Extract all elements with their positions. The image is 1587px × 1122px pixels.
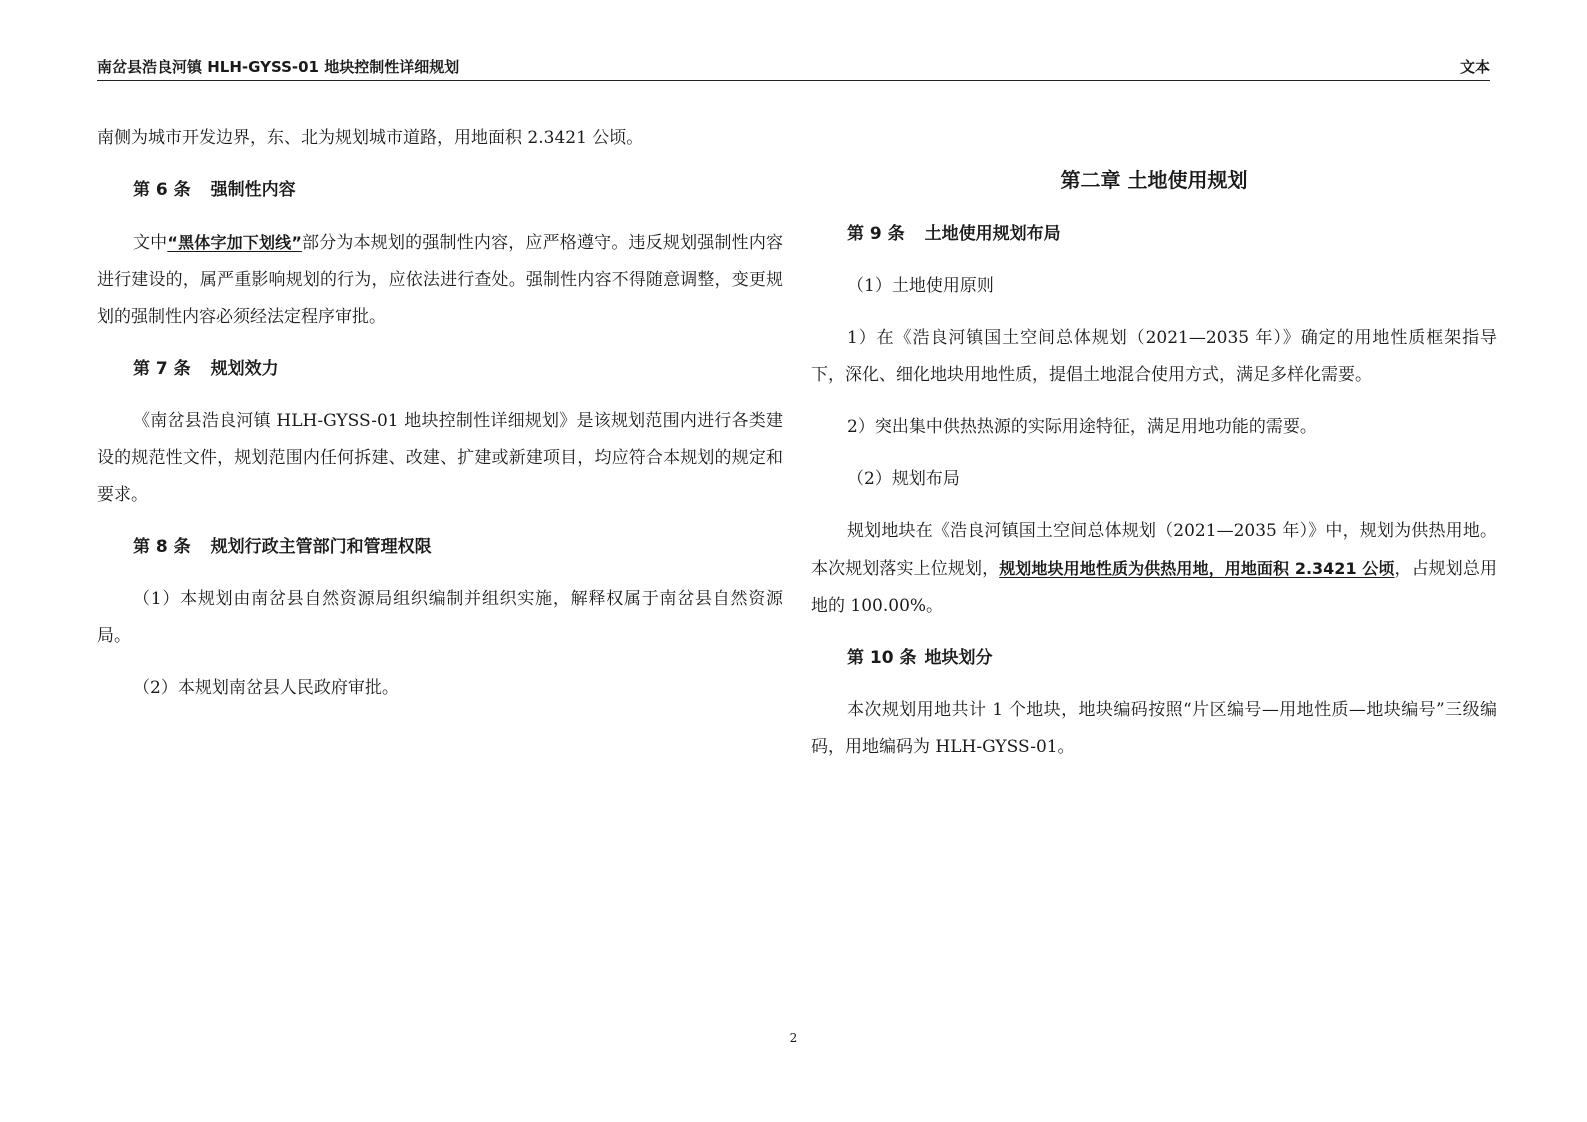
document-type: 文本	[1459, 58, 1490, 76]
article-6-paragraph	[97, 224, 783, 336]
article-9-subheading-2: （2）规划布局	[847, 469, 960, 489]
article-9-heading	[811, 216, 1497, 253]
article-title: 规划行政主管部门和管理权限	[210, 537, 432, 557]
intro-paragraph: 南侧为城市开发边界，东、北为规划城市道路，用地面积 2.3421 公顷。	[97, 128, 644, 148]
article-number: 第 6 条	[133, 180, 191, 200]
chapter-title: 第二章 土地使用规划	[1060, 168, 1248, 192]
article-number: 第 8 条	[133, 537, 191, 557]
page-header	[97, 56, 1490, 81]
article-8-item-2: （2）本规划南岔县人民政府审批。	[133, 678, 399, 698]
text-run: 部分为本规划的强制性内容，应严格遵守。违反规划强制性内容进行建设的，属严重影响规划的行为，应依法进行查处。强制性内容不得随意调整，变更规划的强制性内容必须经法定程序审批。	[97, 233, 783, 327]
article-title: 规划效力	[210, 359, 279, 379]
article-title: 土地使用规划布局	[924, 224, 1061, 244]
article-8-item-1: （1）本规划由南岔县自然资源局组织编制并组织实施，解释权属于南岔县自然资源局。	[97, 589, 783, 646]
article-8-heading	[97, 529, 783, 566]
article-7-paragraph: 《南岔县浩良河镇 HLH-GYSS-01 地块控制性详细规划》是该规划范围内进行各类建设的规范性文件，规划范围内任何拆建、改建、扩建或新建项目，均应符合本规划的规定和要求。	[97, 411, 783, 505]
article-9-paragraph-1: 1）在《浩良河镇国土空间总体规划（2021—2035 年）》确定的用地性质框架指导下，深化、细化地块用地性质，提倡土地混合使用方式，满足多样化需要。	[811, 328, 1497, 385]
article-9-paragraph-3	[811, 513, 1497, 625]
article-10-heading	[811, 640, 1497, 677]
article-title: 地块划分	[924, 648, 993, 668]
article-10-paragraph: 本次规划用地共计 1 个地块，地块编码按照“片区编号—用地性质—地块编号”三级编码，用地编码为 HLH-GYSS-01。	[811, 700, 1497, 757]
article-number: 第 9 条	[847, 224, 905, 244]
article-9-paragraph-2: 2）突出集中供热热源的实际用途特征，满足用地功能的需要。	[847, 417, 1317, 437]
emphasized-text: 规划地块用地性质为供热用地，用地面积 2.3421 公顷	[999, 559, 1395, 578]
document-title: 南岔县浩良河镇 HLH-GYSS-01 地块控制性详细规划	[97, 58, 460, 76]
text-run: ，占规划总用地的 100.00%。	[811, 559, 1498, 616]
page-number: 2	[789, 1031, 798, 1045]
article-title: 强制性内容	[210, 180, 296, 200]
text-run: 文中	[133, 233, 168, 253]
article-number: 第 10 条	[847, 648, 917, 668]
text-run: 规划地块在《浩良河镇国土空间总体规划（2021—2035 年）》中，规划为供热用地。本次规划落实上位规划，	[811, 521, 1497, 579]
right-column	[811, 120, 1497, 781]
article-9-subheading-1: （1）土地使用原则	[847, 276, 994, 296]
left-column	[97, 120, 783, 722]
emphasized-text: “黑体字加下划线”	[167, 233, 302, 252]
article-6-heading	[97, 172, 783, 209]
article-number: 第 7 条	[133, 359, 191, 379]
article-7-heading	[97, 351, 783, 388]
